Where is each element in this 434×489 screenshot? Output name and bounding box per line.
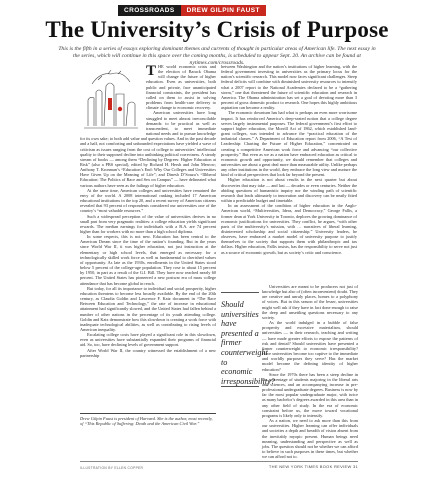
footer-divider: [80, 461, 358, 462]
article-dek: This is the fifth in a series of essays exploring dominant themes and currents of thought in particular areas of American life. The next essay in the series, which will continue in this space over the coming months, is scheduled to appear Sept. 20. An archive can be found at nytimes.com/crossroads.: [58, 46, 376, 66]
paragraph: As a nation, we need to ask more than this from our universities. Higher learning can offer individuals and societies a depth and breadth of vision absent from the inevitably myopic present. Human beings need meaning, understanding and perspective as well as jobs. The question should not be whether we can afford to believe in such purposes in these times, but whether we can afford not to.: [262, 418, 358, 460]
author-label: DREW GILPIN FAUST: [181, 5, 266, 16]
article-title: The University’s Crisis of Purpose: [45, 17, 389, 42]
page-footer: THE NEW YORK TIMES BOOK REVIEW 31: [268, 464, 358, 469]
illustration: [80, 64, 142, 134]
author-bio: Drew Gilpin Faust is president of Harvard. She is the author, most recently, of “This Republic of Suffering: Death and the American Civil War.”: [80, 416, 213, 427]
paragraph: But today, for all its importance to individual and social prosperity, higher education threatens to become less broadly available. By the end of the 20th century, as Claudia Goldin and Lawrence F. Katz document in “The Race Between Education and Technology,” the rate of increase in educational attainment had significantly slowed, and the United States had fallen behind a number of other nations in the percentage of its youth attending college. Goldin and Katz demonstrate how this slowdown is creating a work force with inadequate technological abilities, as well as contributing to rising levels of American inequality.: [80, 285, 216, 332]
paragraph: As the world indulged in a bubble of false prosperity and excessive materialism, should universities — in their research, teaching and writing — have made greater efforts to expose the patterns of risk and denial? Should universities have presented a firmer counterweight to economic irresponsibility? Have universities become too captive to the immediate and worldly purposes they serve? Has the market model become the defining identity of higher education?: [262, 320, 358, 372]
paragraph: Escalating college costs have played a significant role in this slowdown, even as universities have substantially expanded their programs of financial aid. So, too, have declining levels of government support.: [80, 332, 216, 348]
paragraph: HE world economic crisis and the election of Barack Obama will change the future of higher education. Even as universities, both public and private, face unanticipated financial constraints, the president has called on them to assist in solving problems from health-care delivery to climate change to economic recovery.: [146, 64, 216, 111]
kicker: [118, 5, 266, 16]
paragraph: Such a widespread perception of the value of universities derives in no small part from very pragmatic realities: a college education yields significant rewards. The median earnings for individuals with a B.A. are 74 percent higher than for workers with no more than a high school diploma.: [80, 213, 216, 234]
paragraph: Universities are meant to be producers not just of knowledge but also of (often inconvenient) doubt. They are creative and unruly places, homes to a polyphony of voices. But in this season of the lesser, universities might well ask if they have in fact done enough to raise the deep and unsettling questions necessary to any society.: [262, 284, 358, 320]
paragraph: After World War II, the country witnessed the establishment of a new partnership: [80, 347, 216, 358]
paragraph: Since the 1970s there has been a steep decline in the percentage of students majoring in the liberal arts and sciences, and an accompanying increase in pre-professional undergraduate degrees. Business is now by far the most popular undergraduate major, with twice as many bachelor’s degrees awarded in this area than in any other field of study. In the era of economic constraint before us, the move toward vocational programs is likely only to intensify.: [262, 371, 358, 418]
drop-cap: T: [146, 63, 157, 79]
pullquote: Should universities have presented a firmer counterweight to economic irresponsibility?: [221, 300, 275, 386]
paragraph: American universities have long struggled to meet almost irreconcilable demands: to be practical as well as transcendent, to meet immediate national needs and to pursue knowledge for its own sake; to both add value and question values. And in the past decade and a half, not comforting and unbounded expectations have yielded a wave of criticism as issues ranging from the cost of college to universities’ intellectual quality to their supposed decline into unthinking political correctness. A steady stream of books — among them “Declining by Degrees: Higher Education at Risk” (also a PBS special), edited by Richard H. Hersh and John Merrow; Anthony T. Kronman’s “Education’s End: Why Our Colleges and Universities Have Given Up on the Meaning of Life”; and Dinesh D’Souza’s “Illiberal Education: The Politics of Race and Sex on Campus” — have delineated what various authors have seen as the failings of higher education.: [80, 110, 216, 188]
pullquote-rule-top: [221, 292, 259, 293]
books-illustration-icon: [80, 64, 142, 134]
paragraph: Higher education is not about results in the next quarter but about discoveries that may take — and last — decades or even centuries. Neither the abiding questions of humanistic inquiry nor the winding path of scientific research that leads ultimately to innovation and discovery can be neatly fitted within a predictable budget and timetable.: [221, 177, 357, 204]
bio-divider: [80, 413, 216, 414]
paragraph: The economic downturn has had what is perhaps an even more worrisome impact. It has reinforced America’s deep-seated notion that a college degree serves largely instrumental purposes. The federal government’s first effort to support higher education, the Morrill Act of 1862, which established land-grant colleges, was intended to advance the “practical education of the industrial classes.” A Department of Education report from 2006, “A Test of Leadership: Charting the Future of Higher Education,” concentrated on creating a competitive American work force and advancing “our collective prosperity.” But even as we as a nation have embraced education as critical to economic growth and opportunity, we should remember that colleges and universities are about a great deal more than measurable utility. Unlike perhaps any other institutions in the world, they embrace the long view and nurture the kind of critical perspectives that look far beyond the present.: [221, 110, 357, 178]
illustration-credit: ILLUSTRATION BY ELLEN COPPER: [80, 466, 144, 470]
pullquote-rule-bottom: [221, 386, 259, 387]
column-1: [80, 64, 216, 408]
column-3: [262, 284, 358, 460]
paragraph: between Washington and the nation’s institutions of higher learning, with the federal government investing in universities as the primary locus for the nation’s scientific research. This model now faces significant challenges. Steep federal deficits will combine with diminished university resources to intensify what a 2007 report to the National Academies declared to be a “gathering storm,” one that threatened the future of scientific education and research in America. The Obama administration has set a goal of devoting more than 3 percent of gross domestic product to research. One hopes this highly ambitious aspiration can become a reality.: [221, 64, 357, 111]
section-label: CROSSROADS: [118, 5, 181, 16]
paragraph: At the same time, American colleges and universities have remained the envy of the world. A 2008 international ranking included 17 American educational institutions in the top 20, and a recent survey of American citizens revealed that 93 percent of respondents considered our universities one of the country’s “most valuable resources.”: [80, 187, 216, 214]
paragraph: In an assessment of the condition of higher education in the Anglo-American world, “Multiversities, Ideas, and Democracy,” George Fallis, a former dean at York University in Toronto, deplores the growing dominance of economic justifications for universities. They conflict, he argues, “with other parts of the multiversity’s mission, with … narratives of liberal learning, disinterested scholarship and social citizenship.” University leaders, he observes, have embraced a market model of university purpose to justify themselves to the society that supports them with philanthropic and tax dollars. Higher education, Fallis insists, has the responsibility to serve not just as a source of economic growth, but as society’s critic and conscience.: [221, 203, 357, 255]
column-2: [221, 64, 357, 278]
paragraph: In some respects, this is not new. Education has been central to the American Dream since the time of the nation’s founding. But in the years since World War II, it was higher education, not just instruction at the elementary or high school levels, that emerged as necessary for a technologically skilled work force as well as fundamental to cherished values of opportunity. As late as the 1930s, enrollments in the United States stood below 5 percent of the college-age population. They rose to about 15 percent by 1950, in part as a result of the G.I. Bill. They have now reached nearly 60 percent. The United States has pioneered a new postwar era of mass college attendance that has become global in reach.: [80, 234, 216, 286]
